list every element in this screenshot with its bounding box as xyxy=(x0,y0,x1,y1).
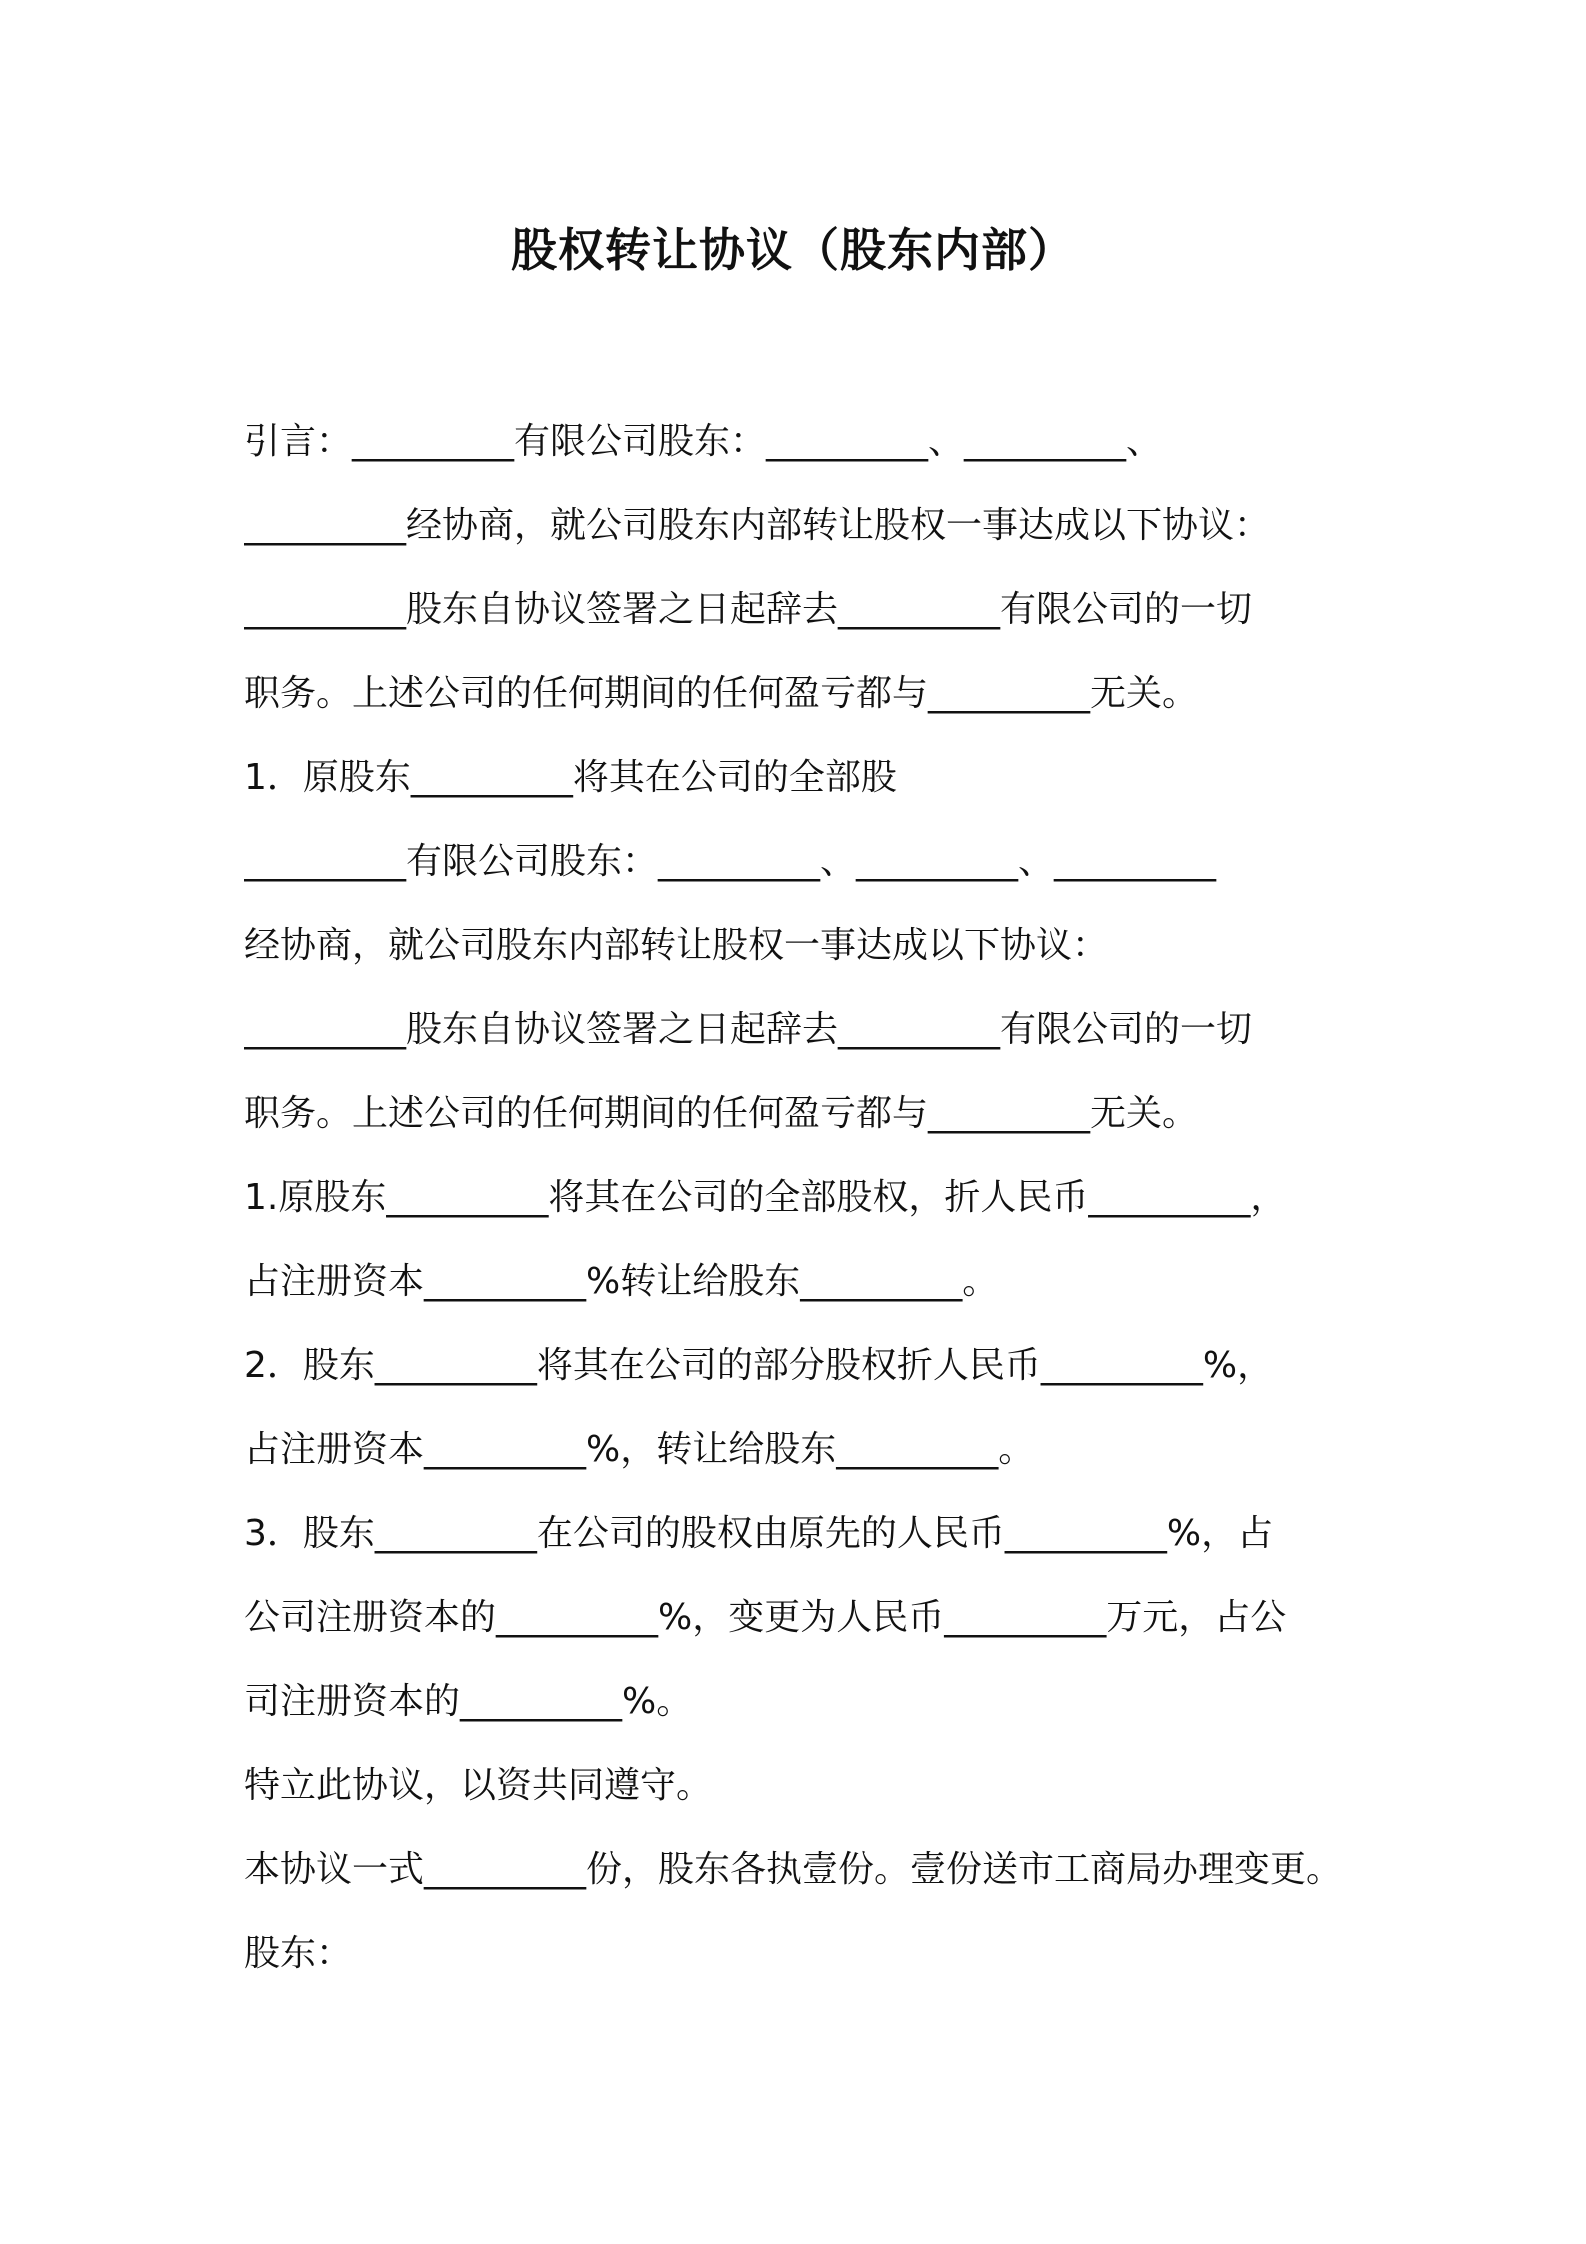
paragraph-line: 引言：_________有限公司股东：_________、_________、 xyxy=(244,421,1163,462)
paragraph-line: 3．股东_________在公司的股权由原先的人民币_________%，占 xyxy=(244,1513,1274,1554)
paragraph-line: 1．原股东_________将其在公司的全部股 xyxy=(244,757,897,798)
paragraph-line: 特立此协议，以资共同遵守。 xyxy=(244,1765,713,1806)
paragraph-line: 占注册资本_________%，转让给股东_________。 xyxy=(244,1429,1035,1470)
paragraph-line: 股东： xyxy=(244,1933,353,1974)
paragraph-line: 经协商，就公司股东内部转让股权一事达成以下协议： xyxy=(244,925,1109,966)
paragraph-line: _________有限公司股东：_________、_________、_________ xyxy=(244,841,1217,882)
paragraph-line: 司注册资本的_________%。 xyxy=(244,1681,693,1722)
paragraph-line: 职务。上述公司的任何期间的任何盈亏都与_________无关。 xyxy=(244,673,1199,714)
paragraph-line: 1.原股东_________将其在公司的全部股权，折人民币_________， xyxy=(244,1177,1287,1218)
paragraph-line: _________经协商，就公司股东内部转让股权一事达成以下协议： xyxy=(244,505,1271,546)
document-title: 股权转让协议（股东内部） xyxy=(511,223,1075,277)
paragraph-line: 占注册资本_________%转让给股东_________。 xyxy=(244,1261,999,1302)
paragraph-line: _________股东自协议签署之日起辞去_________有限公司的一切 xyxy=(244,589,1253,630)
paragraph-line: 2．股东_________将其在公司的部分股权折人民币_________%， xyxy=(244,1345,1274,1386)
paragraph-line: 职务。上述公司的任何期间的任何盈亏都与_________无关。 xyxy=(244,1093,1199,1134)
document-body xyxy=(244,400,1364,1996)
paragraph-line: 本协议一式_________份，股东各执壹份。壹份送市工商局办理变更。 xyxy=(244,1849,1343,1890)
paragraph-line: _________股东自协议签署之日起辞去_________有限公司的一切 xyxy=(244,1009,1253,1050)
paragraph-line: 公司注册资本的_________%，变更为人民币_________万元，占公 xyxy=(244,1597,1287,1638)
